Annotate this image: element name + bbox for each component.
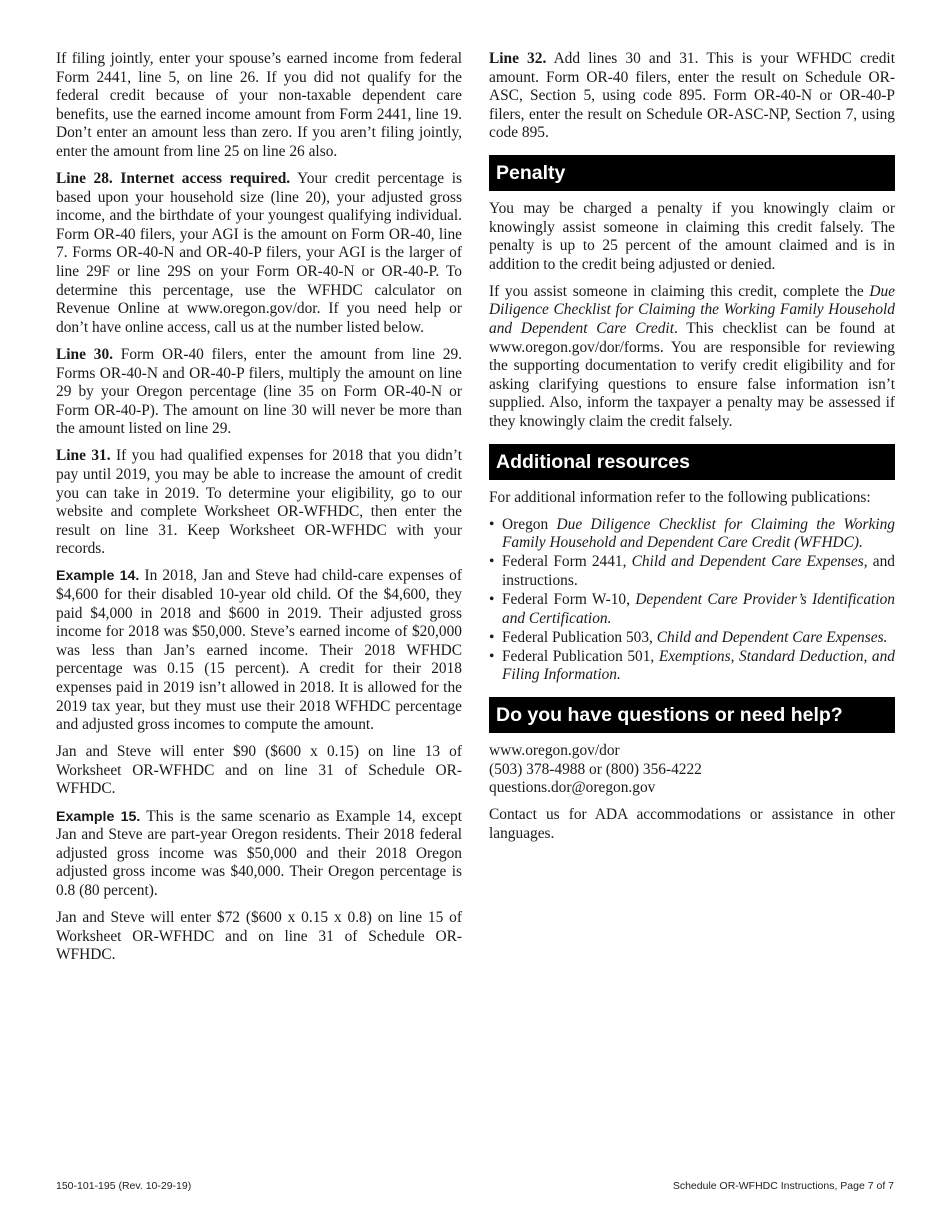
- line-31-paragraph: [56, 447, 462, 559]
- resource-item: [489, 516, 895, 553]
- resources-list: [489, 516, 895, 685]
- resource-item: [489, 648, 895, 685]
- page-label: Schedule OR-WFHDC Instructions, Page 7 of 7: [672, 1180, 894, 1192]
- penalty-paragraph-1: You may be charged a penalty if you knowingly claim or knowingly assist someone in claiming this credit falsely. The penalty is up to 25 percent of the amount claimed and is in addition to the credit being adjusted or denied.: [489, 199, 895, 273]
- form-number: 150-101-195 (Rev. 10-29-19): [56, 1180, 192, 1192]
- spouse-earned-income-paragraph: If filing jointly, enter your spouse’s earned income from federal Form 2441, line 5, on line 26. If you did not qualify for the federal credit because of your non-taxable dependent care benefits, use the earned income amount from Form 2441, line 19. Don’t enter an amount less than zero. If you aren’t filing jointly, enter the amount from line 25 on line 26 also.: [56, 50, 462, 160]
- right-column: [489, 50, 895, 852]
- line-31-lead: Line 31.: [56, 447, 111, 465]
- resource-item-title: Child and Dependent Care Expenses.: [656, 628, 888, 646]
- penalty-paragraph-2: [489, 283, 895, 432]
- resource-item-title: Dependent Care Provider’s Identification and Certification.: [502, 591, 895, 627]
- left-column: [56, 50, 462, 973]
- help-heading: Do you have questions or need help?: [489, 697, 895, 733]
- line-30-text: Form OR-40 filers, enter the amount from line 29. Forms OR-40-N and OR-40-P filers, multiply the amount on line 29 by your Oregon percentage (line 35 on Form OR-40-N or Form OR-40-P). The amount on line 30 will never be more than the amount listed on line 29.: [56, 345, 462, 438]
- due-diligence-checklist-title: Due Diligence Checklist for Claiming the Working Family Household and Dependent Care Credit: [489, 282, 895, 338]
- resource-item: [489, 553, 895, 590]
- line-32-paragraph: [489, 50, 895, 143]
- resource-item-plain: Federal Form W-10,: [502, 591, 636, 609]
- additional-resources-heading: Additional resources: [489, 444, 895, 480]
- example-15-followup: Jan and Steve will enter $72 ($600 x 0.15 x 0.8) on line 15 of Worksheet OR-WFHDC and on line 31 of Schedule OR-WFHDC.: [56, 909, 462, 964]
- resource-item-plain: Oregon: [502, 515, 557, 533]
- line-30-lead: Line 30.: [56, 345, 113, 363]
- example-15-lead: Example 15.: [56, 808, 141, 825]
- example-15-text: This is the same scenario as Example 14, except Jan and Steve are part-year Oregon residents. Their 2018 federal adjusted gross income was $50,000 and their 2018 Oregon adjusted gross income was $40,000. Their Oregon percentage is 0.8 (80 percent).: [56, 807, 462, 899]
- resources-intro: For additional information refer to the following publications:: [489, 488, 871, 506]
- line-31-text: If you had qualified expenses for 2018 that you didn’t pay until 2019, you may be able to increase the amount of credit you can take in 2019. To determine your eligibility, go to our website and complete Worksheet OR-WFHDC, then enter the result on line 31. Keep Worksheet OR-WFHDC with your records.: [56, 447, 462, 558]
- resource-item-plain: Federal Form 2441,: [502, 553, 632, 571]
- example-14-lead: Example 14.: [56, 568, 140, 585]
- resource-item-plain: Federal Publication 501,: [502, 647, 659, 665]
- resource-item-title: Due Diligence Checklist for Claiming the Working Family Household and Dependent Care Credit (WFHDC).: [502, 515, 895, 552]
- line-30-paragraph: [56, 346, 462, 439]
- example-14-text: In 2018, Jan and Steve had child-care expenses of $4,600 for their disabled 10-year old child. Of the $4,600, they paid $4,000 in 2018 and $600 in 2019. Their adjusted gross income for 2018 was $50,000. Steve’s earned income of $20,000 was less than Jan’s earned income. Their 2018 WFHDC percentage was 0.15 (15 percent). A credit for their 2018 expenses paid in 2019 isn’t allowed in 2018. It is allowed for the 2019 tax year, but they must use their 2018 WFHDC percentage and adjusted gross incomes to compute the amount.: [56, 567, 462, 734]
- penalty-p2-start: If you assist someone in claiming this credit, complete the: [489, 282, 870, 300]
- line-32-lead: Line 32.: [489, 50, 547, 67]
- website-link[interactable]: www.oregon.gov/dor: [489, 742, 620, 760]
- line-28-lead: Line 28. Internet access required.: [56, 170, 291, 188]
- line-28-paragraph: [56, 170, 462, 337]
- example-15-paragraph: [56, 808, 462, 901]
- resource-item-title: Exemptions, Standard Deduction, and Filing Information.: [502, 647, 895, 684]
- line-28-text: Your credit percentage is based upon your household size (line 20), your adjusted gross income, and the birthdate of your youngest qualifying individual. Form OR-40 filers, your AGI is the amount on Form OR-40, line 7. Forms OR-40-N and OR-40-P filers, your AGI is the larger of line 29F or line 29S on your Form OR-40-N or OR-40-P. To determine this percentage, use the WFHDC calculator on Revenue Online at www.oregon.gov/dor. If you need help or don’t have online access, call us at the number listed below.: [56, 170, 462, 336]
- example-14-followup: Jan and Steve will enter $90 ($600 x 0.15) on line 13 of Worksheet OR-WFHDC and on line 31 of Schedule OR-WFHDC.: [56, 743, 462, 798]
- ada-note: Contact us for ADA accommodations or assistance in other languages.: [489, 806, 895, 842]
- line-32-text: Add lines 30 and 31. This is your WFHDC credit amount. Form OR-40 filers, enter the result on Schedule OR-ASC, Section 5, using code 895. Form OR-40-N or OR-40-P filers, enter the result on Schedule OR-ASC-NP, Section 7, using code 895.: [489, 50, 895, 142]
- resource-item: [489, 591, 895, 628]
- example-14-paragraph: [56, 567, 462, 734]
- penalty-p2-end: . This checklist can be found at www.oregon.gov/dor/forms. You are responsible for reviewing the supporting documentation to verify credit eligibility and for asking clarifying questions to ensure false information isn’t supplied. Also, inform the taxpayer a penalty may be assessed if they knowingly claim the credit falsely.: [489, 320, 895, 430]
- resource-item-after: and instructions.: [502, 553, 895, 589]
- resource-item-title: Child and Dependent Care Expenses,: [631, 553, 868, 571]
- penalty-heading: Penalty: [489, 155, 895, 191]
- contact-block: [489, 742, 895, 798]
- resource-item-plain: Federal Publication 503,: [502, 628, 657, 646]
- email-link[interactable]: questions.dor@oregon.gov: [489, 779, 656, 797]
- phone-numbers: (503) 378-4988 or (800) 356-4222: [489, 760, 702, 778]
- resource-item: [489, 629, 895, 648]
